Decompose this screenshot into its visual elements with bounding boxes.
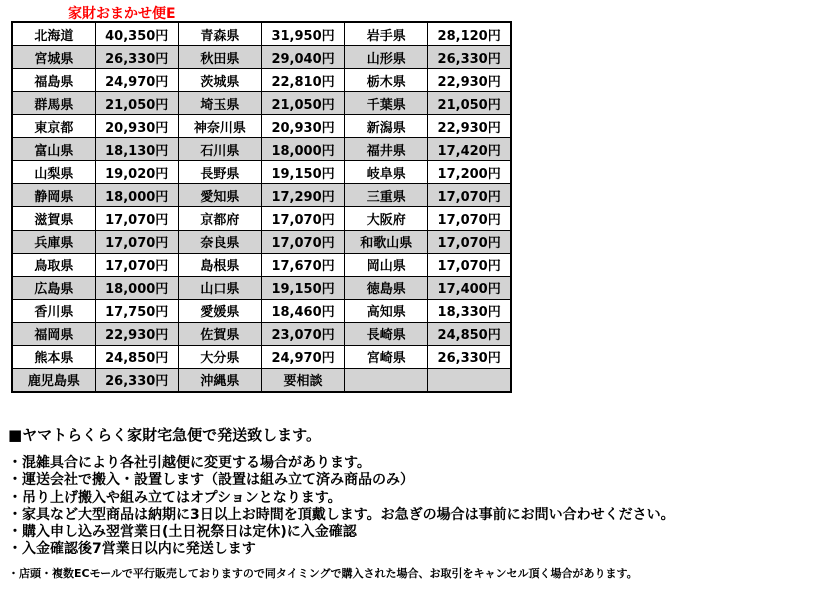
table-row <box>12 46 511 69</box>
table-row <box>12 184 511 207</box>
prefecture-cell: 神奈川県 <box>178 115 261 138</box>
shipping-note-line: ・購入申し込み翌営業日(土日祝祭日は定休)に入金確認 <box>8 524 357 541</box>
prefecture-cell: 静岡県 <box>12 184 95 207</box>
table-row <box>12 92 511 115</box>
price-cell: 17,070円 <box>428 253 511 276</box>
price-cell: 17,420円 <box>428 138 511 161</box>
table-title: 家財おまかせ便E <box>68 6 176 22</box>
shipping-note-line: ・混雑具合により各社引越便に変更する場合があります。 <box>8 455 371 471</box>
table-row <box>12 230 511 253</box>
price-cell: 26,330円 <box>428 345 511 368</box>
prefecture-cell: 岡山県 <box>345 253 428 276</box>
price-cell: 22,810円 <box>261 69 344 92</box>
prefecture-cell: 沖縄県 <box>178 368 261 392</box>
prefecture-cell: 滋賀県 <box>12 207 95 230</box>
prefecture-cell: 新潟県 <box>345 115 428 138</box>
price-cell: 31,950円 <box>261 22 344 46</box>
price-cell: 24,850円 <box>95 345 178 368</box>
table-row <box>12 322 511 345</box>
price-cell: 20,930円 <box>95 115 178 138</box>
prefecture-cell: 京都府 <box>178 207 261 230</box>
price-cell: 17,670円 <box>261 253 344 276</box>
price-cell: 26,330円 <box>95 368 178 392</box>
price-cell: 22,930円 <box>95 322 178 345</box>
table-row <box>12 22 511 46</box>
price-cell: 21,050円 <box>428 92 511 115</box>
prefecture-cell: 岐阜県 <box>345 161 428 184</box>
price-cell: 18,130円 <box>95 138 178 161</box>
prefecture-cell: 奈良県 <box>178 230 261 253</box>
price-cell: 24,970円 <box>261 345 344 368</box>
shipping-note-line: ・吊り上げ搬入や組み立てはオプションとなります。 <box>8 489 342 506</box>
table-row <box>12 207 511 230</box>
prefecture-cell: 長野県 <box>178 161 261 184</box>
prefecture-cell: 山梨県 <box>12 161 95 184</box>
price-cell: 17,070円 <box>261 207 344 230</box>
prefecture-cell: 北海道 <box>12 22 95 46</box>
price-cell: 20,930円 <box>261 115 344 138</box>
price-cell: 23,070円 <box>261 322 344 345</box>
prefecture-cell: 栃木県 <box>345 69 428 92</box>
price-cell: 40,350円 <box>95 22 178 46</box>
prefecture-cell: 群馬県 <box>12 92 95 115</box>
prefecture-cell: 東京都 <box>12 115 95 138</box>
price-cell: 19,020円 <box>95 161 178 184</box>
price-cell: 17,200円 <box>428 161 511 184</box>
price-cell: 21,050円 <box>95 92 178 115</box>
shipping-note-line: ・入金確認後7営業日以内に発送します <box>8 541 256 558</box>
prefecture-cell: 茨城県 <box>178 69 261 92</box>
table-row <box>12 69 511 92</box>
shipping-price-table <box>11 21 512 393</box>
prefecture-cell: 秋田県 <box>178 46 261 69</box>
prefecture-cell: 和歌山県 <box>345 230 428 253</box>
prefecture-cell: 大阪府 <box>345 207 428 230</box>
price-cell: 18,330円 <box>428 299 511 322</box>
prefecture-cell: 山形県 <box>345 46 428 69</box>
prefecture-cell: 福井県 <box>345 138 428 161</box>
prefecture-cell: 富山県 <box>12 138 95 161</box>
shipping-notes-list <box>8 455 818 559</box>
price-cell: 17,070円 <box>95 207 178 230</box>
prefecture-cell: 千葉県 <box>345 92 428 115</box>
price-cell: 18,000円 <box>95 184 178 207</box>
price-cell: 24,850円 <box>428 322 511 345</box>
price-cell: 17,070円 <box>428 207 511 230</box>
price-cell: 18,000円 <box>261 138 344 161</box>
prefecture-cell: 鹿児島県 <box>12 368 95 392</box>
prefecture-cell: 香川県 <box>12 299 95 322</box>
table-row <box>12 161 511 184</box>
prefecture-cell: 島根県 <box>178 253 261 276</box>
table-row <box>12 115 511 138</box>
table-row <box>12 299 511 322</box>
parallel-sales-footnote: ・店頭・複数ECモールで平行販売しておりますので同タイミングで購入された場合、お取引をキャンセル頂く場合があります。 <box>8 566 638 580</box>
table-row <box>12 276 511 299</box>
price-cell: 17,070円 <box>428 184 511 207</box>
price-cell: 17,290円 <box>261 184 344 207</box>
prefecture-cell: 埼玉県 <box>178 92 261 115</box>
price-cell: 26,330円 <box>428 46 511 69</box>
price-cell: 要相談 <box>261 368 344 392</box>
price-cell: 29,040円 <box>261 46 344 69</box>
prefecture-cell: 福岡県 <box>12 322 95 345</box>
prefecture-cell: 福島県 <box>12 69 95 92</box>
shipping-notes-section <box>8 424 818 581</box>
price-cell: 17,400円 <box>428 276 511 299</box>
price-cell: 26,330円 <box>95 46 178 69</box>
table-row <box>12 368 511 392</box>
prefecture-cell: 長崎県 <box>345 322 428 345</box>
prefecture-cell: 青森県 <box>178 22 261 46</box>
price-cell: 17,070円 <box>95 230 178 253</box>
prefecture-cell: 高知県 <box>345 299 428 322</box>
price-cell: 22,930円 <box>428 115 511 138</box>
prefecture-cell: 愛媛県 <box>178 299 261 322</box>
prefecture-cell: 徳島県 <box>345 276 428 299</box>
prefecture-cell: 広島県 <box>12 276 95 299</box>
prefecture-cell: 宮城県 <box>12 46 95 69</box>
shipping-method-heading: ■ヤマトらくらく家財宅急便で発送致します。 <box>8 426 321 444</box>
price-cell: 17,070円 <box>261 230 344 253</box>
price-cell: 18,000円 <box>95 276 178 299</box>
prefecture-cell: 愛知県 <box>178 184 261 207</box>
prefecture-cell: 鳥取県 <box>12 253 95 276</box>
prefecture-cell: 兵庫県 <box>12 230 95 253</box>
prefecture-cell: 三重県 <box>345 184 428 207</box>
price-cell: 17,070円 <box>428 230 511 253</box>
table-row <box>12 345 511 368</box>
table-row <box>12 253 511 276</box>
price-cell: 28,120円 <box>428 22 511 46</box>
table-row <box>12 138 511 161</box>
prefecture-cell: 熊本県 <box>12 345 95 368</box>
shipping-note-line: ・家具など大型商品は納期に3日以上お時間を頂戴します。お急ぎの場合は事前にお問い合わせください。 <box>8 506 675 523</box>
price-cell: 18,460円 <box>261 299 344 322</box>
price-cell: 17,070円 <box>95 253 178 276</box>
prefecture-cell: 石川県 <box>178 138 261 161</box>
prefecture-cell <box>345 368 428 392</box>
price-cell <box>428 368 511 392</box>
shipping-note-line: ・運送会社で搬入・設置します（設置は組み立て済み商品のみ） <box>8 472 414 489</box>
shipping-price-table-body <box>12 22 511 392</box>
price-cell: 19,150円 <box>261 161 344 184</box>
price-cell: 21,050円 <box>261 92 344 115</box>
price-cell: 24,970円 <box>95 69 178 92</box>
price-cell: 19,150円 <box>261 276 344 299</box>
prefecture-cell: 岩手県 <box>345 22 428 46</box>
prefecture-cell: 宮崎県 <box>345 345 428 368</box>
prefecture-cell: 大分県 <box>178 345 261 368</box>
prefecture-cell: 山口県 <box>178 276 261 299</box>
price-cell: 22,930円 <box>428 69 511 92</box>
price-cell: 17,750円 <box>95 299 178 322</box>
prefecture-cell: 佐賀県 <box>178 322 261 345</box>
